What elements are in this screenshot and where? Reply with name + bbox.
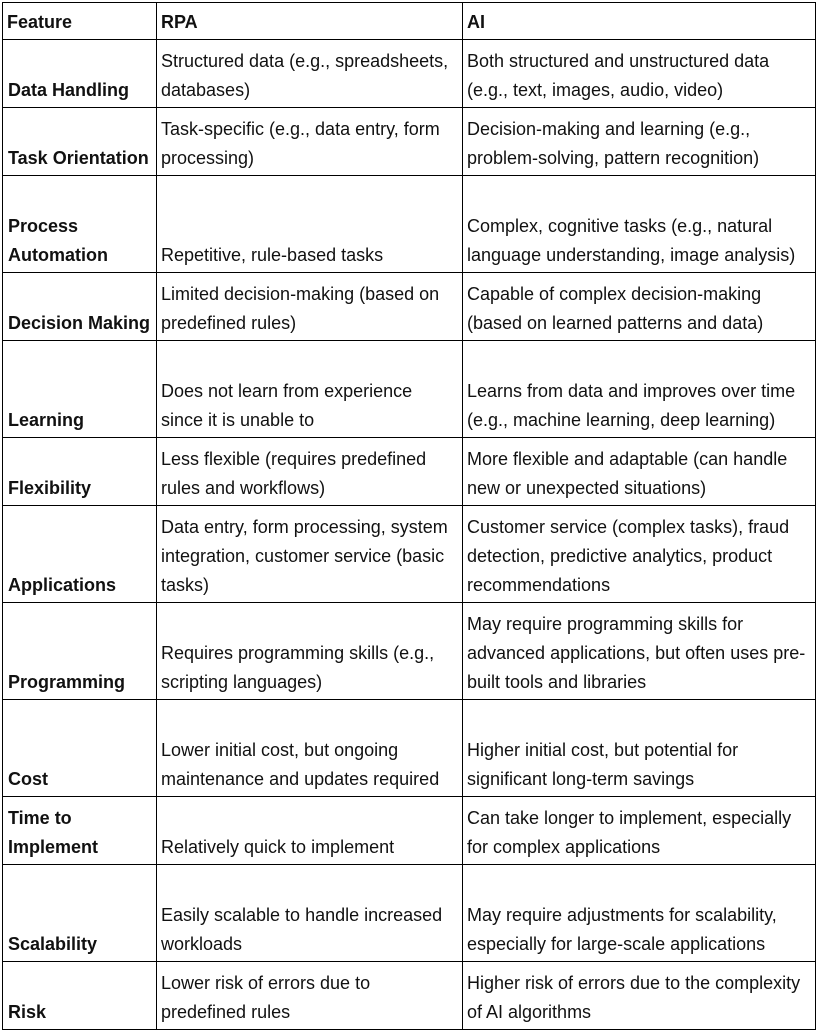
feature-cell: Risk — [3, 962, 157, 1030]
table-row — [3, 341, 816, 438]
header-ai: AI — [463, 3, 816, 40]
header-row — [3, 3, 816, 40]
feature-cell: Time to Implement — [3, 797, 157, 865]
table-row — [3, 797, 816, 865]
feature-cell: Learning — [3, 341, 157, 438]
rpa-cell: Relatively quick to implement — [157, 797, 463, 865]
table-row — [3, 506, 816, 603]
comparison-table — [2, 2, 816, 1030]
rpa-cell: Task-specific (e.g., data entry, form processing) — [157, 108, 463, 176]
table-row — [3, 962, 816, 1030]
feature-cell: Process Automation — [3, 176, 157, 273]
feature-cell: Cost — [3, 700, 157, 797]
table-row — [3, 40, 816, 108]
rpa-cell: Lower initial cost, but ongoing maintenance and updates required — [157, 700, 463, 797]
table-row — [3, 108, 816, 176]
ai-cell: Customer service (complex tasks), fraud detection, predictive analytics, product recommendations — [463, 506, 816, 603]
rpa-cell: Easily scalable to handle increased workloads — [157, 865, 463, 962]
header-feature: Feature — [3, 3, 157, 40]
feature-cell: Scalability — [3, 865, 157, 962]
rpa-cell: Less flexible (requires predefined rules and workflows) — [157, 438, 463, 506]
ai-cell: Decision-making and learning (e.g., problem-solving, pattern recognition) — [463, 108, 816, 176]
feature-cell: Data Handling — [3, 40, 157, 108]
table-row — [3, 273, 816, 341]
rpa-cell: Structured data (e.g., spreadsheets, databases) — [157, 40, 463, 108]
feature-cell: Flexibility — [3, 438, 157, 506]
ai-cell: Complex, cognitive tasks (e.g., natural language understanding, image analysis) — [463, 176, 816, 273]
ai-cell: More flexible and adaptable (can handle new or unexpected situations) — [463, 438, 816, 506]
feature-cell: Applications — [3, 506, 157, 603]
table-row — [3, 865, 816, 962]
rpa-cell: Does not learn from experience since it is unable to — [157, 341, 463, 438]
ai-cell: Both structured and unstructured data (e.g., text, images, audio, video) — [463, 40, 816, 108]
table-row — [3, 176, 816, 273]
table-row — [3, 438, 816, 506]
rpa-cell: Data entry, form processing, system integration, customer service (basic tasks) — [157, 506, 463, 603]
ai-cell: Higher initial cost, but potential for significant long-term savings — [463, 700, 816, 797]
rpa-cell: Limited decision-making (based on predefined rules) — [157, 273, 463, 341]
ai-cell: Can take longer to implement, especially for complex applications — [463, 797, 816, 865]
feature-cell: Task Orientation — [3, 108, 157, 176]
ai-cell: Capable of complex decision-making (based on learned patterns and data) — [463, 273, 816, 341]
rpa-cell: Repetitive, rule-based tasks — [157, 176, 463, 273]
rpa-cell: Requires programming skills (e.g., scripting languages) — [157, 603, 463, 700]
table-row — [3, 603, 816, 700]
rpa-cell: Lower risk of errors due to predefined rules — [157, 962, 463, 1030]
ai-cell: May require adjustments for scalability, especially for large-scale applications — [463, 865, 816, 962]
feature-cell: Programming — [3, 603, 157, 700]
header-rpa: RPA — [157, 3, 463, 40]
feature-cell: Decision Making — [3, 273, 157, 341]
ai-cell: Learns from data and improves over time (e.g., machine learning, deep learning) — [463, 341, 816, 438]
ai-cell: Higher risk of errors due to the complexity of AI algorithms — [463, 962, 816, 1030]
ai-cell: May require programming skills for advanced applications, but often uses pre-built tools and libraries — [463, 603, 816, 700]
table-row — [3, 700, 816, 797]
